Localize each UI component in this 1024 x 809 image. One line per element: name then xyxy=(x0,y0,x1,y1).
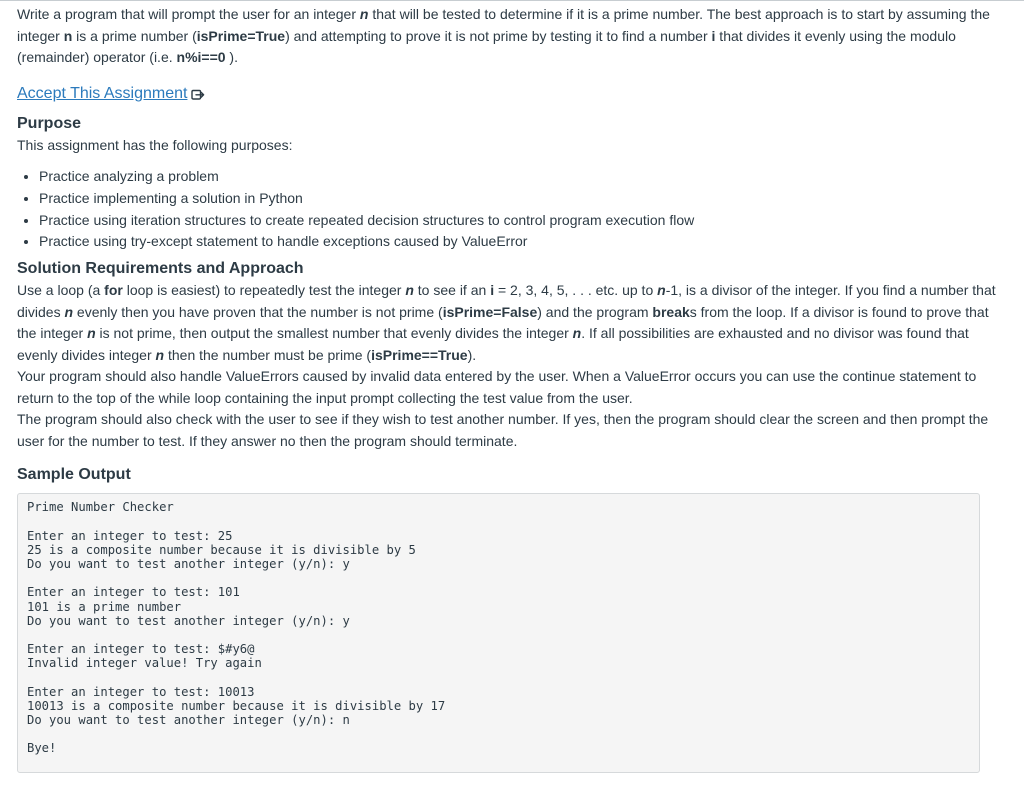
solution-heading: Solution Requirements and Approach xyxy=(17,260,304,278)
sample-line: Enter an integer to test: 10013 xyxy=(27,684,255,699)
keyword-for: for xyxy=(104,282,123,299)
variable-i: i xyxy=(490,282,495,299)
accept-assignment-link[interactable]: Accept This Assignment xyxy=(17,84,188,102)
sample-line: Do you want to test another integer (y/n): y xyxy=(27,613,350,628)
solution-paragraph-2: Your program should also handle ValueErrors caused by invalid data entered by the user. When a ValueError occurs you can use the continue statement to return to the top of the while loop containing the input prompt collecting the test value from the user. xyxy=(17,368,977,406)
solution-text: evenly then you have proven that the number is not prime ( xyxy=(73,303,443,320)
sample-blank-line xyxy=(27,514,970,528)
list-item: • Practice using try-except statement to handle exceptions caused by ValueError xyxy=(39,231,1007,253)
solution-text: = 2, 3, 4, 5, . . . etc. up to xyxy=(494,282,658,299)
intro-text: Write a program that will prompt the user for an integer xyxy=(17,6,360,22)
sample-blank-line xyxy=(27,571,970,585)
variable-n: n xyxy=(572,325,582,342)
sample-line: Bye! xyxy=(27,741,57,756)
keyword-break: break xyxy=(652,303,690,320)
variable-i: i xyxy=(711,27,716,44)
solution-paragraph-1 xyxy=(17,280,1007,366)
sample-line: Invalid integer value! Try again xyxy=(27,656,262,671)
sample-output-heading: Sample Output xyxy=(17,466,131,484)
intro-text: ). xyxy=(225,49,238,65)
purpose-list xyxy=(17,166,1007,253)
sample-blank-line xyxy=(27,670,970,684)
sample-line: Do you want to test another integer (y/n): y xyxy=(27,556,350,571)
list-item: • Practice using iteration structures to create repeated decision structures to control program execution flow xyxy=(39,210,1007,232)
solution-text: loop is easiest) to repeatedly test the integer xyxy=(122,282,406,299)
solution-text: is not prime, then output the smallest number that evenly divides the integer xyxy=(95,325,573,342)
purpose-text: This assignment has the following purposes: xyxy=(17,136,293,153)
is-prime-true: isPrime=True xyxy=(196,27,286,44)
variable-n: n xyxy=(64,303,74,320)
purpose-heading: Purpose xyxy=(17,114,82,132)
sample-line: 10013 is a composite number because it is divisible by 17 xyxy=(27,698,446,713)
sample-blank-line xyxy=(27,628,970,642)
external-link-icon[interactable] xyxy=(191,87,205,101)
sample-line: Do you want to test another integer (y/n): n xyxy=(27,713,350,727)
intro-text: ) and attempting to prove it is not prime by testing it to find a number xyxy=(285,27,712,44)
is-prime-false: isPrime=False xyxy=(442,303,538,320)
sample-line: 25 is a composite number because it is divisible by 5 xyxy=(27,542,416,557)
sample-line: Enter an integer to test: $#y6@ xyxy=(27,642,255,657)
variable-n: n xyxy=(657,282,666,299)
sample-line: Enter an integer to test: 101 xyxy=(27,585,240,600)
solution-text: s from the loop. If a divisor is found to prove that the integer xyxy=(17,303,989,342)
variable-n: n xyxy=(63,27,73,44)
assignment-content xyxy=(17,1,1007,773)
variable-n: n xyxy=(405,282,414,299)
sample-blank-line xyxy=(27,727,970,741)
solution-text: then the number must be prime ( xyxy=(164,346,372,363)
solution-text: ). xyxy=(467,346,477,363)
sample-line: Prime Number Checker xyxy=(27,500,174,515)
sample-line: Enter an integer to test: 25 xyxy=(27,528,233,543)
solution-text: . If all possibilities are exhausted and no divisor was found that evenly divides integer xyxy=(17,325,969,363)
solution-text: Use a loop (a xyxy=(17,282,105,299)
accept-assignment-row xyxy=(17,83,1007,105)
variable-n: n xyxy=(359,6,369,22)
sample-output-block xyxy=(17,493,980,773)
is-prime-true: isPrime==True xyxy=(371,346,468,363)
variable-n: n xyxy=(87,325,96,342)
intro-text: that divides it evenly using the modulo (remainder) operator (i.e. xyxy=(17,27,956,65)
list-item: • Practice analyzing a problem xyxy=(39,166,1007,188)
solution-text: -1, is a divisor of the integer. If you find a number that divides xyxy=(17,282,996,320)
list-item: • Practice implementing a solution in Python xyxy=(39,188,1007,210)
intro-paragraph xyxy=(17,4,1007,69)
variable-n: n xyxy=(155,346,165,363)
solution-paragraph-3: The program should also check with the user to see if they wish to test another number. If yes, then the program should clear the screen and then prompt the user for the number to test. If they answer no then the program should terminate. xyxy=(17,411,989,449)
sample-line: 101 is a prime number xyxy=(27,599,182,614)
modulo-expression: n%i==0 xyxy=(176,49,226,65)
intro-text: is a prime number ( xyxy=(72,27,197,44)
solution-text: ) and the program xyxy=(537,303,653,320)
intro-text: that will be tested to determine if it is a prime number. The best approach is to start by assuming the integer xyxy=(17,6,990,44)
solution-text: to see if an xyxy=(413,282,491,299)
